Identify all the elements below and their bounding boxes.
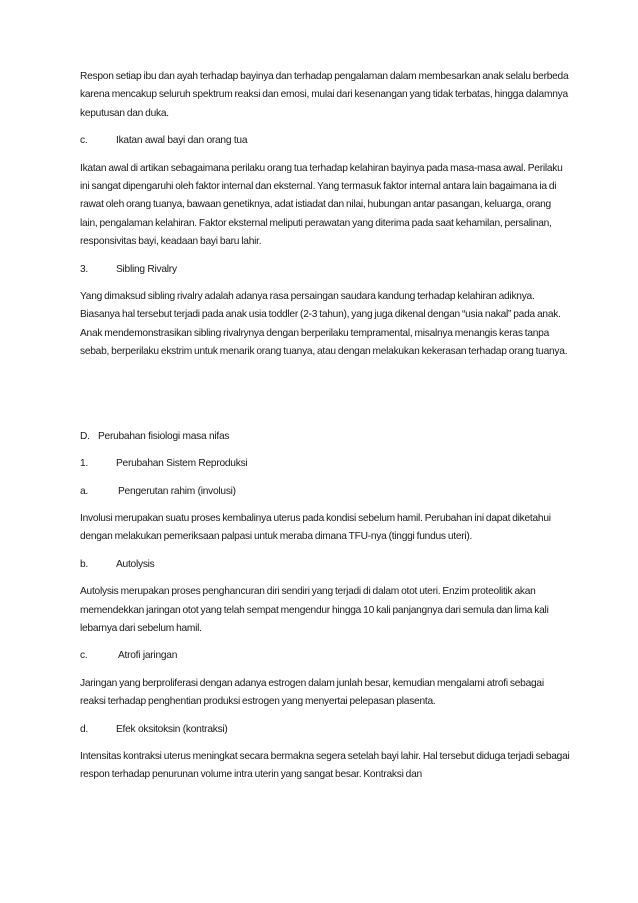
paragraph-atrofi-jaringan: Jaringan yang berproliferasi dengan adanya estrogen dalam junlah besar, kemudian mengalami atrofi sebagai reaksi terhadap penghentian produksi estrogen yang menyertai pelepasan plasenta. bbox=[80, 677, 544, 708]
heading-number: c. bbox=[80, 135, 88, 147]
heading-text: Ikatan awal bayi dan orang tua bbox=[116, 135, 248, 147]
quoted-term: “usia nakal” bbox=[462, 309, 512, 321]
text-segment: Yang dimaksud sibling rivalry adalah adanya rasa persaingan saudara kandung terhadap kelahiran adiknya. Biasanya hal tersebut terjadi pada anak usia toddler (2-3 tahun), yang juga dikenal dengan bbox=[80, 291, 535, 321]
heading-text: Perubahan Sistem Reproduksi bbox=[116, 458, 248, 470]
paragraph-efek-oksitoksin: Intensitas kontraksi uterus meningkat secara bermakna segera setelah bayi lahir. Hal tersebut diduga terjadi sebagai respon terhadap penurunan volume intra uterin yang sangat besar. Kontraksi dan bbox=[80, 750, 570, 781]
heading-involusi bbox=[80, 483, 570, 501]
heading-autolysis bbox=[80, 556, 570, 574]
heading-text: Perubahan fisiologi masa nifas bbox=[98, 430, 230, 442]
heading-perubahan-fisiologi bbox=[80, 428, 570, 446]
document-page bbox=[80, 68, 570, 785]
heading-atrofi-jaringan bbox=[80, 647, 570, 665]
paragraph-respon: Respon setiap ibu dan ayah terhadap bayinya dan terhadap pengalaman dalam membesarkan anak selalu berbeda karena mencakup seluruh spektrum reaksi dan emosi, mulai dari kesenangan yang tidak terbatas, hingga dalamnya keputusan dan duka. bbox=[80, 71, 569, 119]
heading-text: Efek oksitoksin (kontraksi) bbox=[116, 723, 228, 735]
heading-number: D. bbox=[80, 430, 90, 442]
text-segment: pada anak. Anak mendemonstrasikan sibling rivalrynya dengan berperilaku tempramental, misalnya menangis keras tanpa sebab, berperilaku ekstrim untuk menarik orang tuanya, atau dengan melakukan kekerasan terhadap orang tuanya. bbox=[80, 309, 568, 358]
heading-sibling-rivalry bbox=[80, 261, 570, 279]
heading-number: d. bbox=[80, 723, 88, 735]
paragraph-ikatan-awal: Ikatan awal di artikan sebagaimana perilaku orang tua terhadap kelahiran bayinya pada masa-masa awal. Perilaku ini sangat dipengaruhi oleh faktor internal dan eksternal. Yang termasuk faktor internal antara lain bagaimana ia di rawat oleh orang tuanya, bawaan genetiknya, adat istiadat dan nilai, hubungan antar pasangan, keluarga, orang lain, pengalaman kelahiran. Faktor eksternal meliputi perawatan yang diterima pada saat kehamilan, persalinan, responsivitas bayi, keadaan bayi baru lahir. bbox=[80, 162, 563, 248]
paragraph-autolysis: Autolysis merupakan proses penghancuran diri sendiri yang terjadi di dalam otot uteri. Enzim proteolitik akan memendekkan jaringan otot yang telah sempat mengendur hingga 10 kali panjangnya dari semula dan lima kali lebarnya dari sebelum hamil. bbox=[80, 586, 549, 634]
heading-text: Sibling Rivalry bbox=[116, 263, 177, 275]
paragraph-involusi: Involusi merupakan suatu proses kembalinya uterus pada kondisi sebelum hamil. Perubahan ini dapat diketahui dengan melakukan pemeriksaan palpasi untuk meraba dimana TFU-nya (tinggi fundus uteri). bbox=[80, 512, 551, 543]
heading-ikatan-awal bbox=[80, 132, 570, 150]
heading-sistem-reproduksi bbox=[80, 455, 570, 473]
heading-text: Atrofi jaringan bbox=[118, 650, 178, 662]
heading-number: 1. bbox=[80, 458, 88, 470]
heading-number: a. bbox=[80, 485, 88, 497]
heading-number: 3. bbox=[80, 263, 88, 275]
paragraph-sibling-rivalry bbox=[80, 288, 570, 362]
heading-text: Pengerutan rahim (involusi) bbox=[118, 485, 236, 497]
heading-number: c. bbox=[80, 650, 88, 662]
heading-efek-oksitoksin bbox=[80, 721, 570, 739]
heading-number: b. bbox=[80, 558, 88, 570]
heading-text: Autolysis bbox=[116, 558, 155, 570]
